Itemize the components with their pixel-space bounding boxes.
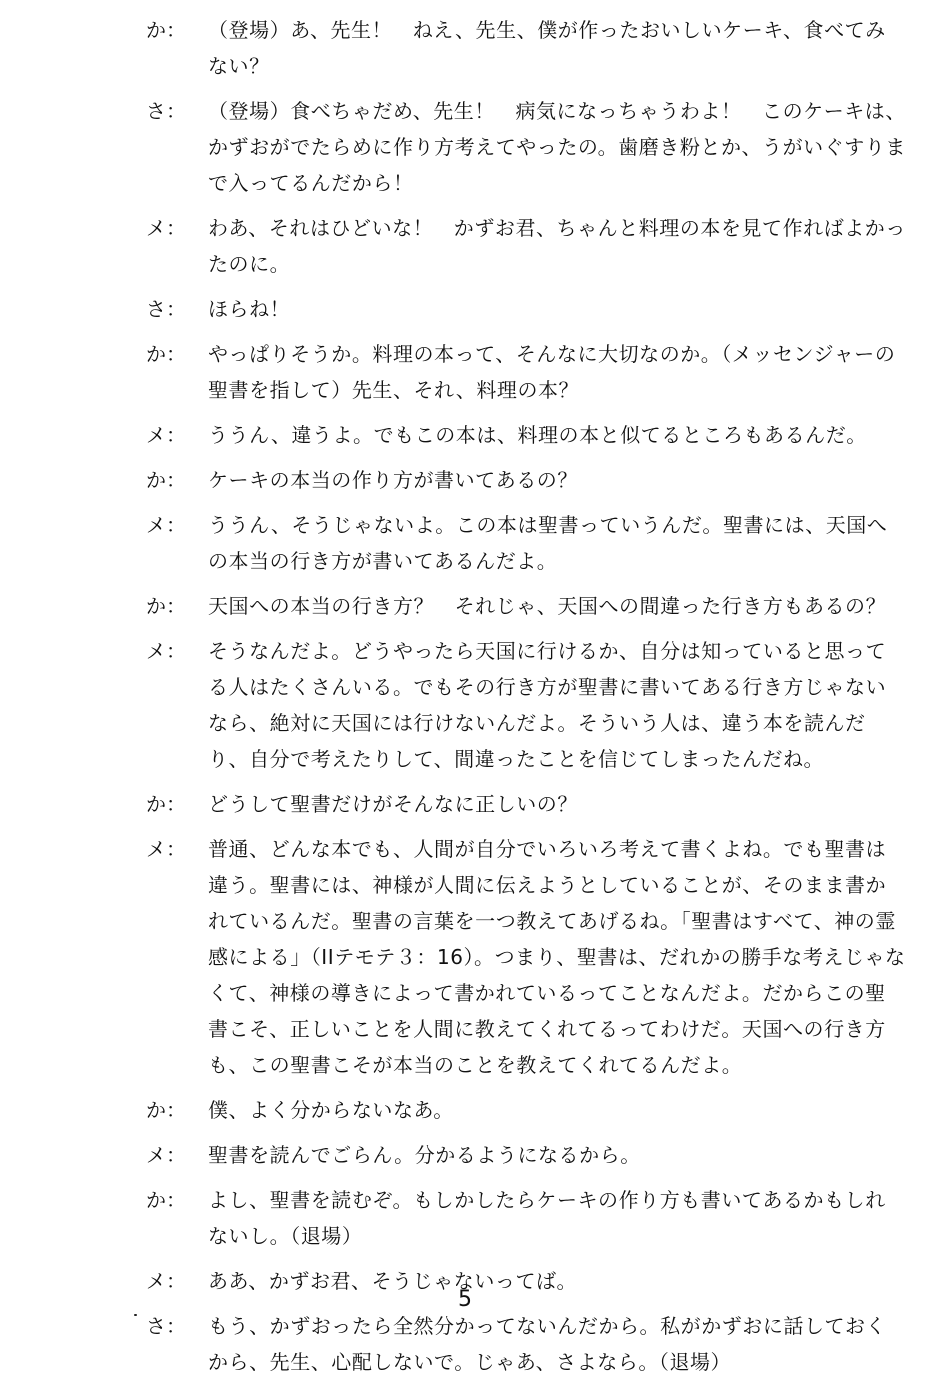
speech-text: 普通、どんな本でも、人間が自分でいろいろ考えて書くよね。でも聖書は違う。聖書には、神様が人間に伝えようとしていることが、そのまま書かれているんだ。聖書の言葉を一つ教えてあげるね。「聖書はすべて、神の霊感による」（IIテモテ３：16）。つまり、聖書は、だれかの勝手な考えじゃなくて、神様の導きによって書かれているってことなんだよ。だからこの聖書こそ、正しいことを人間に教えてくれてるってわけだ。天国への行き方も、この聖書こそが本当のことを教えてくれてるんだよ。 [208,837,906,1077]
speech-text: （登場）あ、先生！ ねえ、先生、僕が作ったおいしいケーキ、食べてみない？ [208,18,886,78]
dialogue-line [146,336,916,408]
dialogue-line [146,12,916,84]
dialogue-line [146,1092,916,1128]
speech-text: ううん、違うよ。でもこの本は、料理の本と似てるところもあるんだ。 [208,423,867,447]
speaker-label: メ： [146,1269,186,1293]
speech-text: わあ、それはひどいな！ かずお君、ちゃんと料理の本を見て作ればよかったのに。 [208,216,906,276]
dialogue-line [146,1308,916,1380]
dialogue-script [146,12,916,1389]
speech-text: ほらね！ [208,297,291,321]
dialogue-line [146,462,916,498]
speaker-label: か： [146,1188,186,1212]
dialogue-line [146,588,916,624]
speaker-label: か： [146,594,186,618]
speaker-label: メ： [146,639,186,663]
speaker-label: か： [146,342,186,366]
speech-text: そうなんだよ。どうやったら天国に行けるか、自分は知っていると思ってる人はたくさんいる。でもその行き方が聖書に書いてある行き方じゃないなら、絶対に天国には行けないんだよ。そういう人は、違う本を読んだり、自分で考えたりして、間違ったことを信じてしまったんだね。 [208,639,887,771]
speaker-label: か： [146,792,186,816]
speech-text: やっぱりそうか。料理の本って、そんなに大切なのか。（メッセンジャーの聖書を指して）先生、それ、料理の本？ [208,342,896,402]
speech-text: よし、聖書を読むぞ。もしかしたらケーキの作り方も書いてあるかもしれないし。（退場） [208,1188,886,1248]
speaker-label: さ： [146,297,186,321]
speaker-label: か： [146,1098,186,1122]
dialogue-line [146,291,916,327]
speaker-label: メ： [146,837,186,861]
dialogue-line [146,633,916,777]
dialogue-line [146,507,916,579]
dialogue-line [146,831,916,1083]
speech-text: もう、かずおったら全然分かってないんだから。私がかずおに話しておくから、先生、心配しないで。じゃあ、さよなら。（退場） [208,1314,887,1374]
dialogue-line [146,93,916,201]
speaker-label: さ： [146,99,186,123]
speech-text: ううん、そうじゃないよ。この本は聖書っていうんだ。聖書には、天国への本当の行き方が書いてあるんだよ。 [208,513,888,573]
speaker-label: メ： [146,423,186,447]
speech-text: ああ、かずお君、そうじゃないってば。 [208,1269,578,1293]
scan-speck [134,1314,137,1316]
speech-text: 僕、よく分からないなあ。 [208,1098,454,1122]
dialogue-line [146,1182,916,1254]
dialogue-line [146,786,916,822]
speaker-label: メ： [146,1143,186,1167]
speech-text: 天国への本当の行き方？ それじゃ、天国への間違った行き方もあるの？ [208,594,887,618]
speaker-label: メ： [146,216,186,240]
speech-text: （登場）食べちゃだめ、先生！ 病気になっちゃうわよ！ このケーキは、かずおがでたらめに作り方考えてやったの。歯磨き粉とか、うがいぐすりまで入ってるんだから！ [208,99,906,195]
speech-text: ケーキの本当の作り方が書いてあるの？ [208,468,578,492]
page-number: 5 [458,1287,472,1312]
dialogue-line [146,1137,916,1173]
speech-text: 聖書を読んでごらん。分かるようになるから。 [208,1143,641,1167]
dialogue-line [146,210,916,282]
speaker-label: か： [146,18,186,42]
speech-text: どうして聖書だけがそんなに正しいの？ [208,792,578,816]
speaker-label: メ： [146,513,186,537]
speaker-label: さ： [146,1314,186,1338]
dialogue-line [146,417,916,453]
speaker-label: か： [146,468,186,492]
